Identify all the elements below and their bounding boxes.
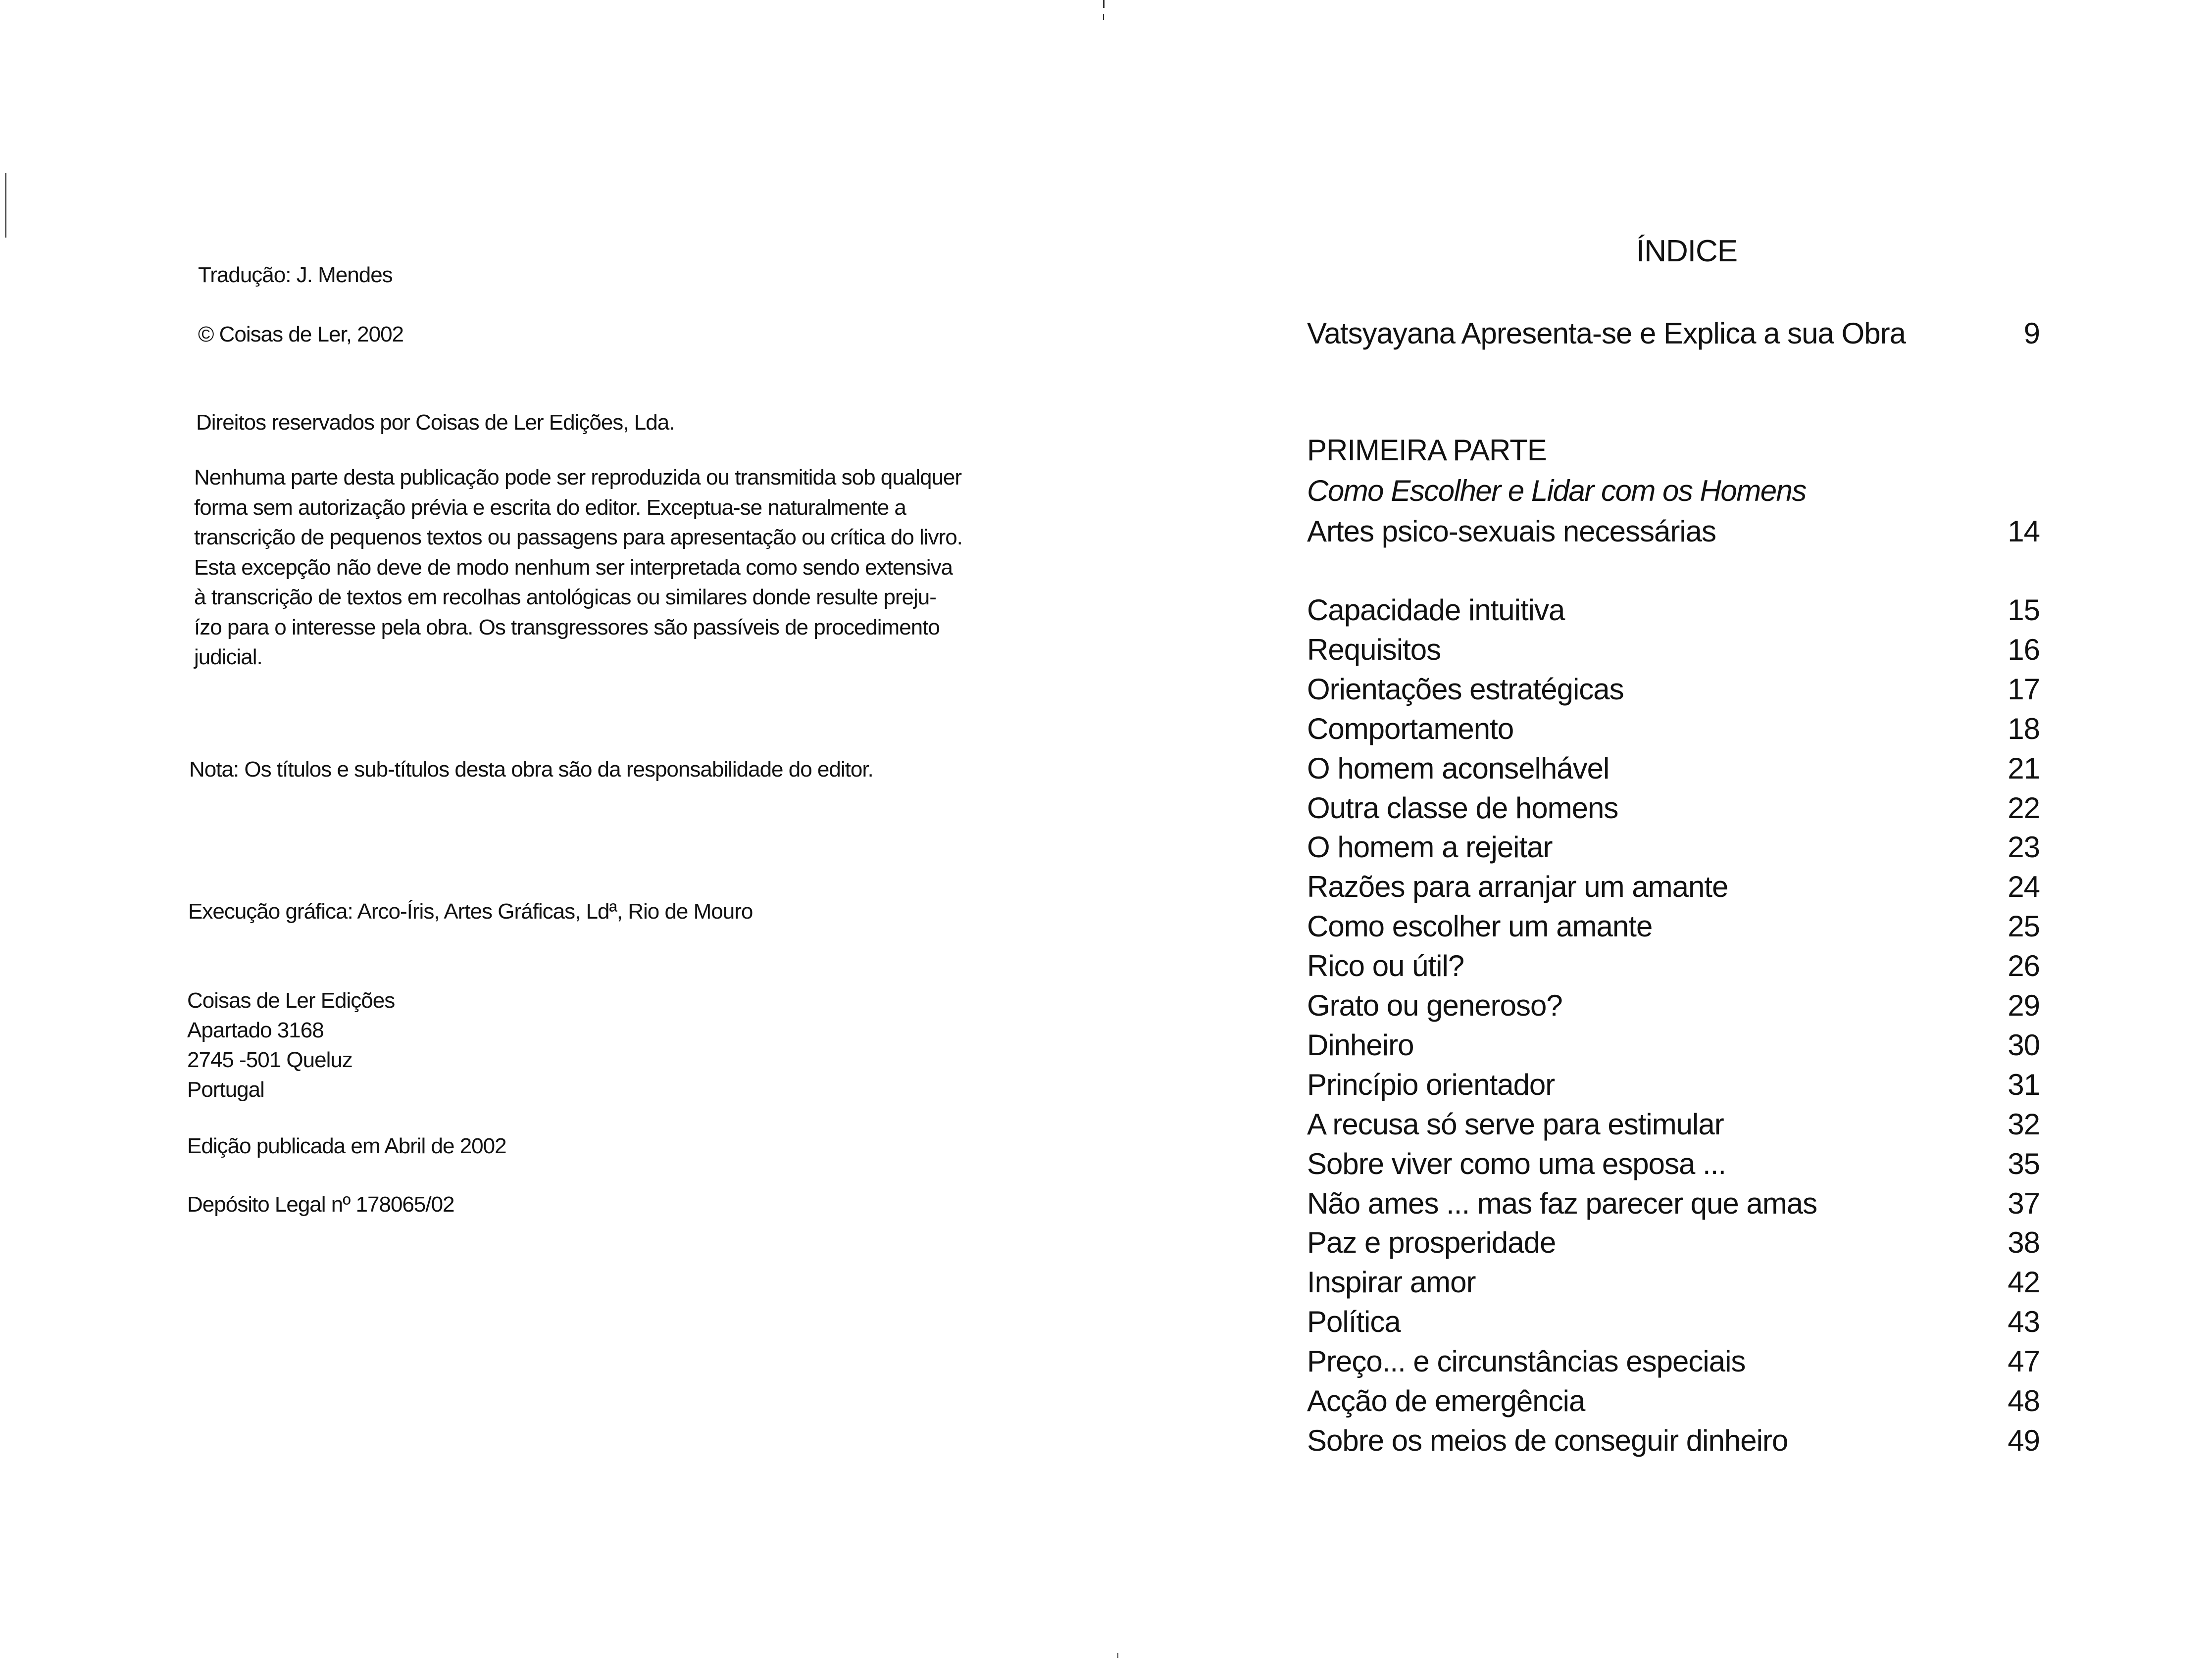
toc-entry-title: Razões para arranjar um amante <box>1307 870 1728 904</box>
toc-entry-page: 16 <box>2008 633 2040 666</box>
toc-entry-page: 42 <box>2008 1266 2040 1299</box>
legal-deposit: Depósito Legal nº 178065/02 <box>187 1192 454 1217</box>
colophon-page <box>183 0 975 1664</box>
toc-entry-title: O homem aconselhável <box>1307 751 1609 785</box>
toc-entry-page: 37 <box>2008 1186 2040 1220</box>
legal-notice-line: forma sem autorização prévia e escrita do editor. Exceptua-se naturalmente a <box>194 495 906 520</box>
toc-entry <box>1307 1302 2040 1342</box>
toc-entry <box>1307 670 2040 709</box>
toc-entry <box>1307 1026 2040 1065</box>
legal-notice-line: à transcrição de textos em recolhas antológicas ou similares donde resulte preju- <box>194 585 936 609</box>
toc-entry <box>1307 1421 2040 1461</box>
toc-entry-intro <box>1307 314 2040 353</box>
toc-entry-title: Não ames ... mas faz parecer que amas <box>1307 1186 1817 1220</box>
postal-code: 2745 -501 Queluz <box>187 1048 352 1072</box>
edition-date: Edição publicada em Abril de 2002 <box>187 1134 506 1158</box>
editor-note: Nota: Os títulos e sub-títulos desta obra são da responsabilidade do editor. <box>189 757 873 782</box>
toc-entry <box>1307 986 2040 1026</box>
legal-notice-line: Nenhuma parte desta publicação pode ser reproduzida ou transmitida sob qualquer <box>194 465 962 489</box>
scan-mark-left <box>5 173 6 238</box>
legal-notice-line: judicial. <box>194 645 262 669</box>
toc-entry-title: Política <box>1307 1305 1401 1339</box>
toc-entry-page: 35 <box>2008 1147 2040 1180</box>
toc-entry-title: Como escolher um amante <box>1307 910 1653 943</box>
toc-entry <box>1307 1263 2040 1302</box>
toc-entry-title: Princípio orientador <box>1307 1068 1555 1101</box>
toc-entry-page: 30 <box>2008 1028 2040 1062</box>
toc-entry-title: Sobre viver como uma esposa ... <box>1307 1147 1726 1180</box>
legal-notice-line: ízo para o interesse pela obra. Os transgressores são passíveis de procedimento <box>194 615 940 639</box>
toc-entry-page: 29 <box>2008 989 2040 1022</box>
toc-entry-page: 25 <box>2008 910 2040 943</box>
toc-entry-page: 48 <box>2008 1384 2040 1418</box>
legal-notice-line: Esta excepção não deve de modo nenhum ser interpretada como sendo extensiva <box>194 555 953 580</box>
toc-entry <box>1307 709 2040 749</box>
toc-entry <box>1307 1105 2040 1144</box>
scan-mark-bottom <box>1117 1653 1118 1658</box>
part-heading: PRIMEIRA PARTE <box>1307 434 1547 467</box>
scan-mark-top-2 <box>1103 14 1104 20</box>
country: Portugal <box>187 1077 264 1102</box>
toc-entry <box>1307 590 2040 630</box>
translator-credit: Tradução: J. Mendes <box>198 263 393 287</box>
toc-entry <box>1307 1065 2040 1105</box>
toc-entry-page: 15 <box>2008 593 2040 627</box>
toc-entry <box>1307 630 2040 670</box>
toc-entry-title: A recusa só serve para estimular <box>1307 1107 1724 1141</box>
toc-entry-title: Preço... e circunstâncias especiais <box>1307 1345 1746 1378</box>
toc-entry <box>1307 828 2040 867</box>
toc-entry-page: 18 <box>2008 712 2040 745</box>
toc-entry-title: Comportamento <box>1307 712 1514 745</box>
toc-entry-page: 9 <box>2023 317 2040 350</box>
index-title: ÍNDICE <box>1636 234 1738 268</box>
toc-entry-page: 22 <box>2008 791 2040 825</box>
toc-entry-page: 49 <box>2008 1423 2040 1457</box>
graphic-execution: Execução gráfica: Arco-Íris, Artes Gráficas, Ldª, Rio de Mouro <box>188 899 753 924</box>
toc-entry-title: Grato ou generoso? <box>1307 989 1562 1022</box>
scan-mark-top <box>1103 0 1105 8</box>
toc-entry-title: Sobre os meios de conseguir dinheiro <box>1307 1423 1788 1457</box>
toc-entry-title: Acção de emergência <box>1307 1384 1585 1418</box>
toc-entry <box>1307 1144 2040 1184</box>
toc-entry-title: Requisitos <box>1307 633 1441 666</box>
toc-entry-page: 21 <box>2008 751 2040 785</box>
part-subtitle: Como Escolher e Lidar com os Homens <box>1307 474 1806 507</box>
toc-entry-page: 26 <box>2008 949 2040 983</box>
toc-entry <box>1307 946 2040 986</box>
toc-entry-page: 17 <box>2008 672 2040 706</box>
toc-entry-title: Orientações estratégicas <box>1307 672 1624 706</box>
po-box: Apartado 3168 <box>187 1018 324 1042</box>
toc-entry <box>1307 907 2040 946</box>
toc-entry-title: O homem a rejeitar <box>1307 831 1553 864</box>
toc-entry-part-first <box>1307 512 2040 551</box>
toc-entry-page: 24 <box>2008 870 2040 904</box>
toc-entry <box>1307 1184 2040 1224</box>
toc-entry-title: Paz e prosperidade <box>1307 1226 1556 1260</box>
toc-entry-title: Capacidade intuitiva <box>1307 593 1565 627</box>
toc-entry-page: 32 <box>2008 1107 2040 1141</box>
toc-entry <box>1307 867 2040 907</box>
toc-entry-title: Rico ou útil? <box>1307 949 1464 983</box>
toc-entry-title: Inspirar amor <box>1307 1266 1476 1299</box>
index-page <box>1307 0 2040 1664</box>
toc-entry-page: 14 <box>2008 515 2040 548</box>
toc-entry-page: 38 <box>2008 1226 2040 1260</box>
toc-entry-page: 43 <box>2008 1305 2040 1339</box>
legal-notice <box>194 463 962 673</box>
toc-entry-page: 31 <box>2008 1068 2040 1101</box>
legal-notice-line: transcrição de pequenos textos ou passagens para apresentação ou crítica do livro. <box>194 525 962 549</box>
rights-reserved: Direitos reservados por Coisas de Ler Edições, Lda. <box>196 410 675 435</box>
toc-entry-title: Dinheiro <box>1307 1028 1414 1062</box>
toc-entry-title: Artes psico-sexuais necessárias <box>1307 515 1716 548</box>
toc-entry-title: Outra classe de homens <box>1307 791 1618 825</box>
toc-entry <box>1307 1342 2040 1381</box>
publisher-name: Coisas de Ler Edições <box>187 988 395 1013</box>
copyright-notice: © Coisas de Ler, 2002 <box>198 322 404 346</box>
toc-entry <box>1307 788 2040 828</box>
toc-entry-page: 23 <box>2008 831 2040 864</box>
toc-entry <box>1307 749 2040 788</box>
toc-entry-title: Vatsyayana Apresenta-se e Explica a sua Obra <box>1307 317 1906 350</box>
publisher-address <box>187 986 395 1105</box>
toc-entry-page: 47 <box>2008 1345 2040 1378</box>
toc-entry <box>1307 1381 2040 1421</box>
toc-entry <box>1307 1223 2040 1263</box>
